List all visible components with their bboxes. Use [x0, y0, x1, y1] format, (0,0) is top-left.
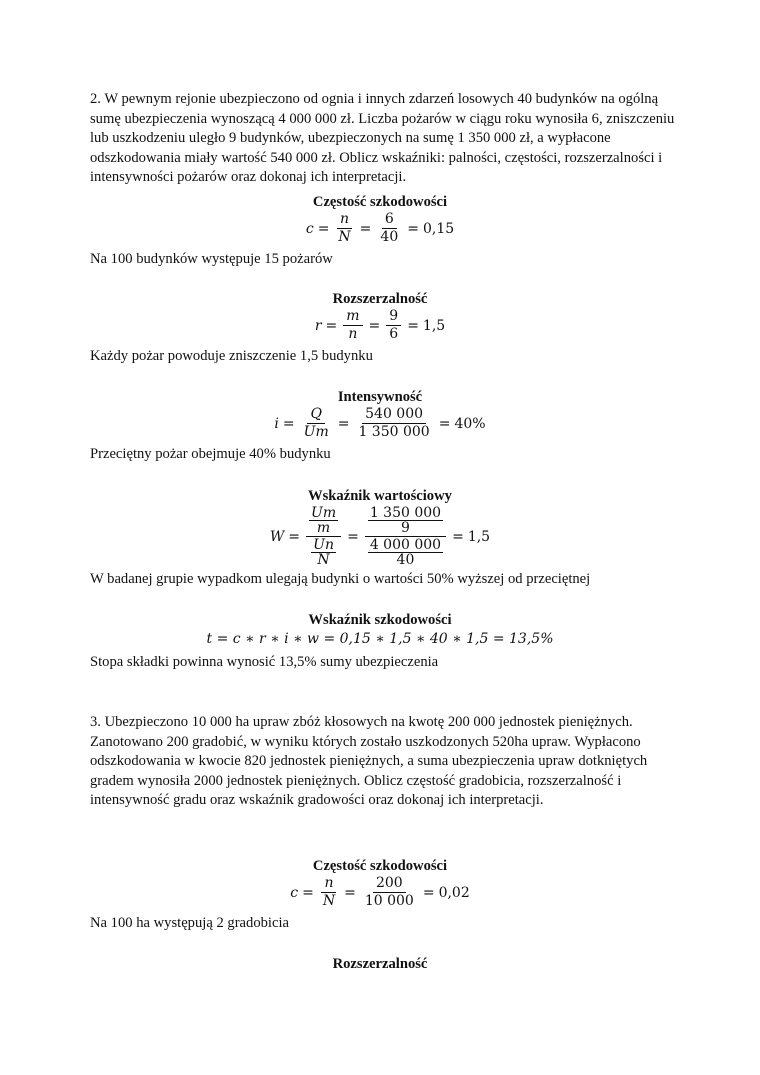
heading-wskaznik-szkodowosci: Wskaźnik szkodowości: [308, 612, 452, 628]
heading-intensywnosc: Intensywność: [337, 389, 423, 405]
heading-wskaznik-wartosciowy: Wskaźnik wartościowy: [308, 488, 452, 504]
interpretation-czestosc: Na 100 budynków występuje 15 pożarów: [90, 251, 333, 267]
formula-wskaznik-wartosciowy: W = $\frac{\frac{Um}{m}}{\frac{Un}{N}}$ = $\frac{\frac{1 350 000}{9}}{\frac{4 000 000}{40}}$ = 1,5: [269, 505, 491, 568]
formula-rozszerzalnosc: r = $\frac{m}{n}$ = $\frac{9}{6}$ = 1,5: [314, 308, 446, 342]
formula-intensywnosc: i = $\frac{Q}{Um}$ = $\frac{540 000}{1 350 000}$ = 40%: [274, 406, 486, 440]
heading-rozszerzalnosc: Rozszerzalność: [332, 291, 428, 307]
problem-2-text: 2. W pewnym rejonie ubezpieczono od ognia i innych zdarzeń losowych 40 budynków na ogólną sumę ubezpieczenia wynoszącą 4 000 000 zł. Liczba pożarów w ciągu roku wynosiła 6, zniszczeniu lub uszkodzeniu uległo 9 budynków, ubezpieczonych na sumę 1 350 000 zł, a wypłacone odszkodowania miały wartość 540 000 zł. Oblicz wskaźniki: palności, częstości, rozszerzalności i intensywności pożarów oraz dokonaj ich interpretacji.: [90, 91, 675, 185]
formula-czestosc: c = $\frac{n}{N}$ = $\frac{6}{40}$ = 0,15: [305, 211, 455, 245]
interpretation-intensywnosc: Przeciętny pożar obejmuje 40% budynku: [90, 446, 331, 462]
interpretation-wskaznik-wartosciowy: W badanej grupie wypadkom ulegają budynki o wartości 50% wyższej od przeciętnej: [90, 571, 591, 587]
problem-3-text: 3. Ubezpieczono 10 000 ha upraw zbóż kłosowych na kwotę 200 000 jednostek pieniężnych. Zanotowano 200 gradobić, w wyniku których zostało uszkodzonych 520ha upraw. Wypłacono odszkodowania w kwocie 820 jednostek pieniężnych, a suma ubezpieczenia upraw dotkniętych gradem wynosiła 2000 jednostek pieniężnych. Oblicz częstość gradobicia, rozszerzalność i intensywność gradu oraz wskaźnik gradowości oraz dokonaj ich interpretacji.: [90, 714, 648, 808]
heading-czestosc: Częstość szkodowości: [312, 194, 448, 210]
formula-czestosc-p3: c = $\frac{n}{N}$ = $\frac{200}{10 000}$ = 0,02: [290, 875, 470, 909]
heading-rozszerzalnosc-p3: Rozszerzalność: [332, 956, 428, 972]
heading-czestosc-p3: Częstość szkodowości: [312, 858, 448, 874]
interpretation-wskaznik-szkodowosci: Stopa składki powinna wynosić 13,5% sumy ubezpieczenia: [90, 654, 439, 670]
formula-wskaznik-szkodowosci: t = c ∗ r ∗ i ∗ w = 0,15 ∗ 1,5 ∗ 40 ∗ 1,5 = 13,5%: [206, 631, 554, 647]
interpretation-czestosc-p3: Na 100 ha występują 2 gradobicia: [90, 915, 289, 931]
interpretation-rozszerzalnosc: Każdy pożar powoduje zniszczenie 1,5 budynku: [90, 348, 373, 364]
